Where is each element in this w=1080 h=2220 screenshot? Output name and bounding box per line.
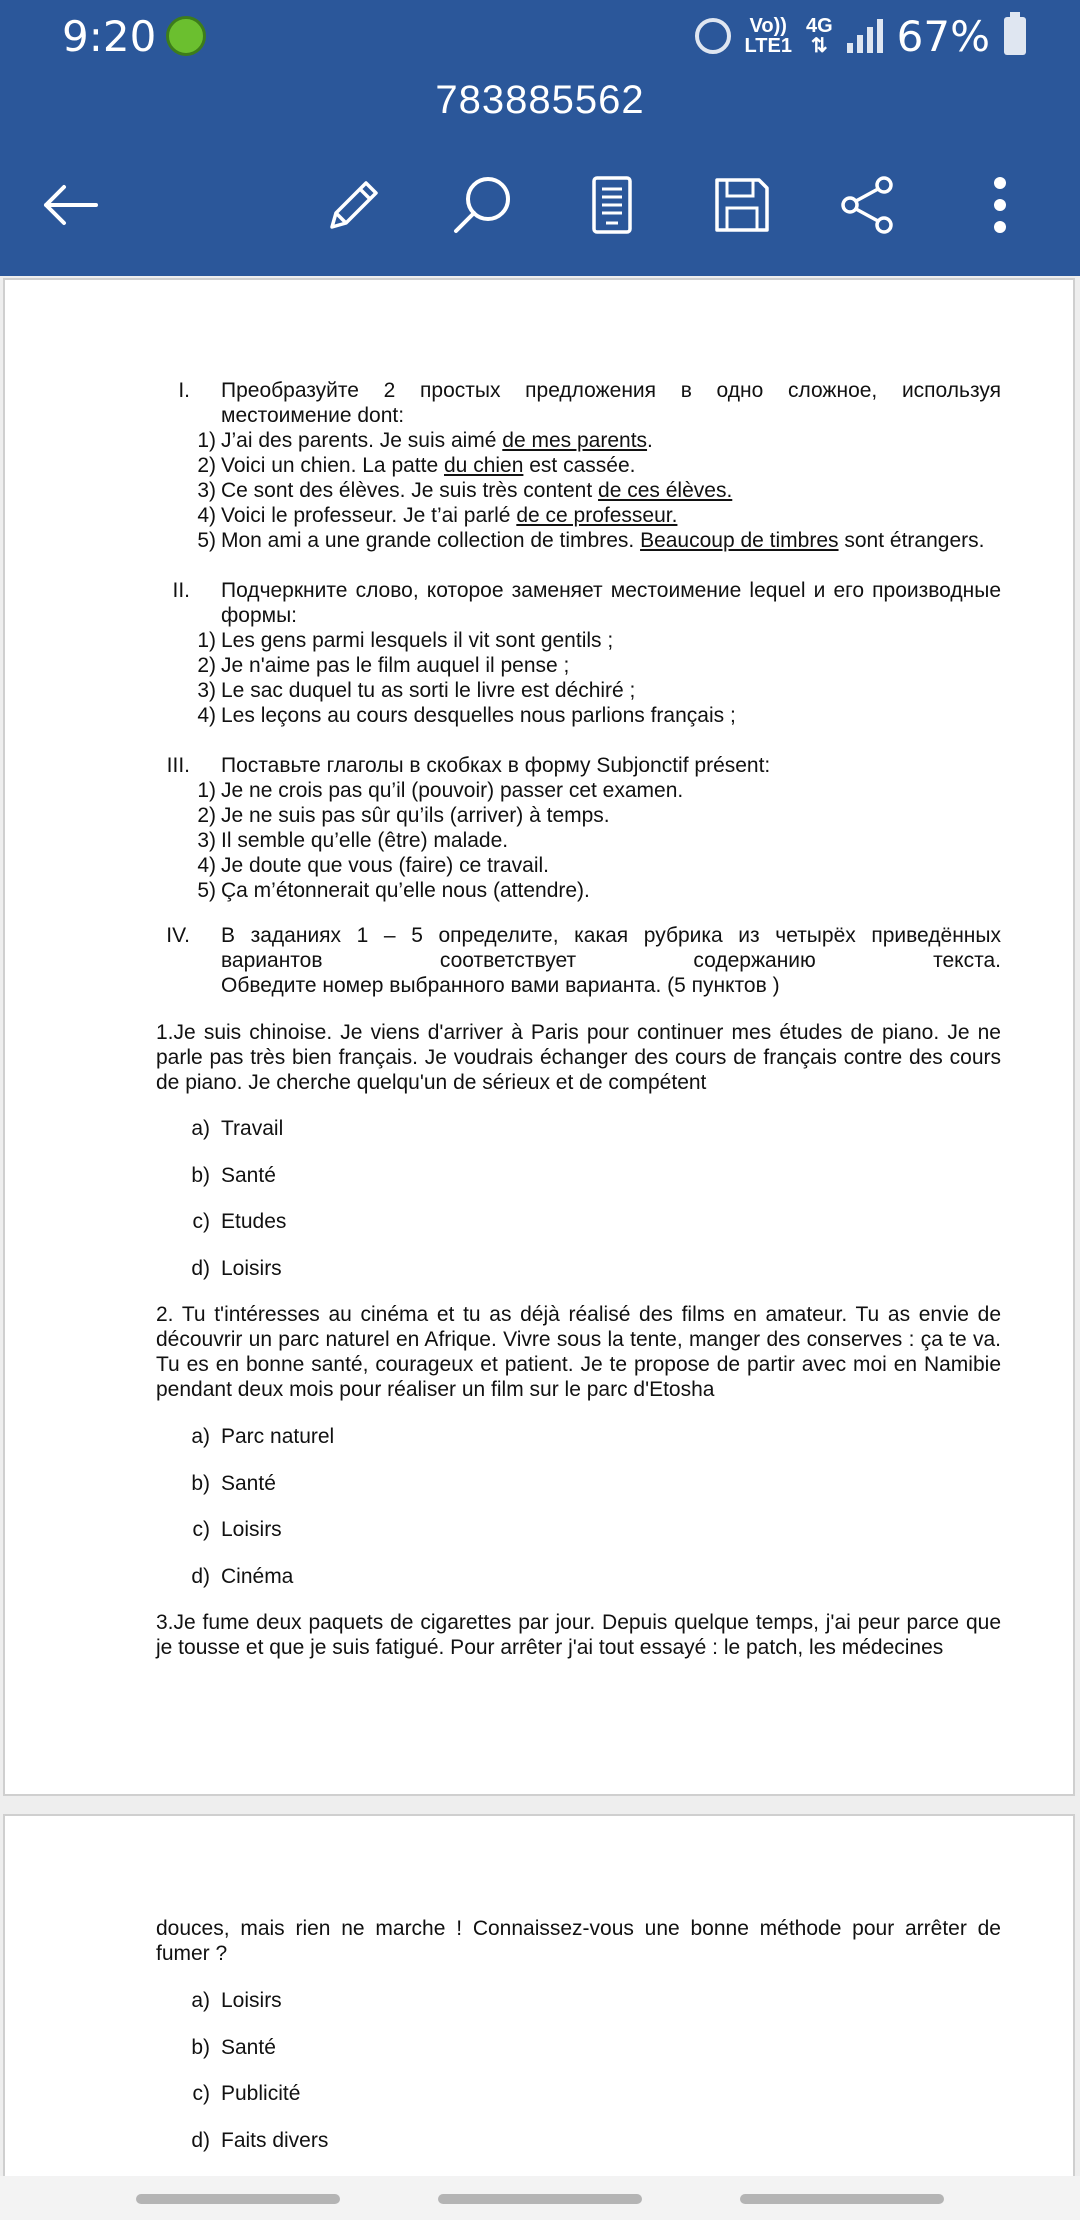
app-header bbox=[0, 0, 1080, 276]
question-text: 1.Je suis chinoise. Je viens d'arriver à Paris pour continuer mes études de piano. Je ne parle pas très bien français. Je voudrais échanger des cours de français contre des cours de piano. Je cherche quelqu'un de sérieux et de compétent bbox=[156, 1021, 1001, 1094]
signal-icon bbox=[847, 19, 883, 53]
item-number: 3) bbox=[197, 829, 216, 852]
option-letter: d) bbox=[191, 1565, 210, 1588]
list-item bbox=[221, 453, 1001, 478]
toolbar bbox=[0, 165, 1080, 245]
list-item: Je ne suis pas sûr qu’ils (arriver) à temps. bbox=[221, 804, 610, 827]
section-numeral: II. bbox=[172, 579, 190, 602]
volte-indicator bbox=[745, 16, 792, 56]
option-text: Publicité bbox=[221, 2082, 301, 2105]
option-letter: d) bbox=[191, 1257, 210, 1280]
item-text-end: . bbox=[647, 429, 653, 452]
status-time: 9:20 bbox=[62, 12, 157, 61]
edit-pencil-icon[interactable] bbox=[314, 165, 394, 245]
battery-percent: 67% bbox=[896, 11, 990, 61]
section-numeral: I. bbox=[178, 379, 190, 402]
item-text: Voici un chien. La patte bbox=[221, 454, 444, 477]
lte-label: LTE1 bbox=[744, 35, 792, 57]
item-text: Mon ami a une grande collection de timbres. bbox=[221, 529, 641, 552]
option-text: Santé bbox=[221, 2036, 276, 2059]
item-number: 4) bbox=[197, 704, 216, 727]
back-arrow-icon[interactable] bbox=[30, 165, 110, 245]
option-text: Santé bbox=[221, 1472, 276, 1495]
option-letter: c) bbox=[192, 1210, 210, 1233]
network-indicator bbox=[806, 16, 833, 56]
list-item: Le sac duquel tu as sorti le livre est déchiré ; bbox=[221, 679, 636, 702]
option-letter: a) bbox=[191, 1425, 210, 1448]
item-number: 1) bbox=[197, 429, 216, 452]
item-number: 3) bbox=[197, 479, 216, 502]
item-text-end: sont étrangers. bbox=[838, 529, 985, 552]
status-indicators bbox=[695, 12, 1026, 60]
section-numeral: III. bbox=[166, 754, 190, 777]
section-instruction-cont: местоимение dont: bbox=[221, 404, 405, 427]
question-text: 3.Je fume deux paquets de cigarettes par jour. Depuis quelque temps, j'ai peur parce que je tousse et que je suis fatigué. Pour arrêter j'ai tout essayé : le patch, les médecines bbox=[156, 1611, 1001, 1659]
item-number: 2) bbox=[197, 454, 216, 477]
question-text: 2. Tu t'intéresses au cinéma et tu as déjà réalisé des films en amateur. Tu as envie de découvrir un parc naturel en Afrique. Vivre sous la tente, manger des conserves : ça te va. Tu es en bonne santé, courageux et patient. Je te propose de partir avec moi en Namibie pendant deux mois pour réaliser un film sur le parc d'Etosha bbox=[156, 1303, 1001, 1401]
item-number: 4) bbox=[197, 854, 216, 877]
option-letter: a) bbox=[191, 1117, 210, 1140]
list-item bbox=[221, 428, 1001, 453]
section-instruction: Преобразуйте 2 простых предложения в одно сложное, используя bbox=[221, 379, 1001, 402]
nav-handle-right[interactable] bbox=[740, 2194, 944, 2204]
list-item: Je n'aime pas le film auquel il pense ; bbox=[221, 654, 570, 677]
item-text: Voici le professeur. Je t’ai parlé bbox=[221, 504, 517, 527]
option-letter: a) bbox=[191, 1989, 210, 2012]
item-number: 3) bbox=[197, 679, 216, 702]
section-instruction: В заданиях 1 – 5 определите, какая рубрика из четырёх приведённых bbox=[221, 924, 1001, 947]
item-number: 1) bbox=[197, 629, 216, 652]
list-item: Il semble qu’elle (être) malade. bbox=[221, 829, 509, 852]
section-instruction-cont: формы: bbox=[221, 604, 298, 627]
option-text: Parc naturel bbox=[221, 1425, 335, 1448]
network-label: 4G bbox=[805, 15, 833, 37]
status-bar bbox=[0, 0, 1080, 72]
item-number: 4) bbox=[197, 504, 216, 527]
app-notification-icon bbox=[166, 16, 206, 56]
option-letter: c) bbox=[192, 1518, 210, 1541]
underlined-text: de mes parents bbox=[502, 429, 648, 452]
section-instruction-cont: вариантов соответствует содержанию текста. bbox=[221, 949, 1001, 972]
option-text: Loisirs bbox=[221, 1518, 282, 1541]
option-letter: b) bbox=[191, 1472, 210, 1495]
list-item: Je doute que vous (faire) ce travail. bbox=[221, 854, 550, 877]
data-arrows-icon: ⇅ bbox=[810, 35, 828, 57]
save-icon[interactable] bbox=[702, 165, 782, 245]
option-letter: d) bbox=[191, 2129, 210, 2152]
item-number: 1) bbox=[197, 779, 216, 802]
volte-label: Vo)) bbox=[749, 15, 787, 37]
item-number: 5) bbox=[197, 529, 216, 552]
option-text: Loisirs bbox=[221, 1257, 282, 1280]
item-text: J’ai des parents. Je suis aimé bbox=[221, 429, 503, 452]
underlined-text: Beaucoup de timbres bbox=[640, 529, 839, 552]
list-item bbox=[221, 478, 1001, 503]
option-letter: c) bbox=[192, 2082, 210, 2105]
item-number: 5) bbox=[197, 879, 216, 902]
bottom-scroll-bar bbox=[0, 2176, 1080, 2220]
list-item bbox=[221, 528, 1001, 553]
more-vertical-icon[interactable] bbox=[960, 165, 1040, 245]
question-text-cont: douces, mais rien ne marche ! Connaissez-vous une bonne méthode pour arrêter de fumer ? bbox=[156, 1917, 1001, 1965]
document-title: 783885562 bbox=[435, 78, 645, 122]
document-page-2 bbox=[3, 1814, 1075, 2220]
option-letter: b) bbox=[191, 1164, 210, 1187]
share-icon[interactable] bbox=[828, 165, 908, 245]
section-instruction: Подчеркните слово, которое заменяет местоимение lequel и его производные bbox=[221, 579, 1001, 602]
nav-handle-left[interactable] bbox=[136, 2194, 340, 2204]
item-number: 2) bbox=[197, 654, 216, 677]
item-number: 2) bbox=[197, 804, 216, 827]
item-text-end: est cassée. bbox=[523, 454, 636, 477]
option-text: Cinéma bbox=[221, 1565, 294, 1588]
alarm-icon bbox=[695, 18, 731, 54]
section-numeral: IV. bbox=[166, 924, 190, 947]
option-text: Loisirs bbox=[221, 1989, 282, 2012]
option-text: Santé bbox=[221, 1164, 276, 1187]
battery-icon bbox=[1004, 17, 1026, 55]
reading-view-icon[interactable] bbox=[572, 165, 652, 245]
nav-handle-center[interactable] bbox=[438, 2194, 642, 2204]
list-item: Ça m’étonnerait qu’elle nous (attendre). bbox=[221, 879, 590, 902]
option-text: Travail bbox=[221, 1117, 284, 1140]
section-instruction-cont: Обведите номер выбранного вами варианта. (5 пунктов ) bbox=[221, 974, 780, 997]
option-text: Etudes bbox=[221, 1210, 287, 1233]
option-text: Faits divers bbox=[221, 2129, 329, 2152]
list-item bbox=[221, 503, 1001, 528]
list-item: Les gens parmi lesquels il vit sont gentils ; bbox=[221, 629, 614, 652]
search-icon[interactable] bbox=[442, 165, 522, 245]
item-text: Ce sont des élèves. Je suis très content bbox=[221, 479, 599, 502]
list-item: Je ne crois pas qu’il (pouvoir) passer cet examen. bbox=[221, 779, 684, 802]
underlined-text: du chien bbox=[444, 454, 524, 477]
option-letter: b) bbox=[191, 2036, 210, 2059]
underlined-text: de ces élèves. bbox=[598, 479, 733, 502]
underlined-text: de ce professeur. bbox=[516, 504, 678, 527]
list-item: Les leçons au cours desquelles nous parlions français ; bbox=[221, 704, 736, 727]
section-instruction: Поставьте глаголы в скобках в форму Subjonctif présent: bbox=[221, 754, 771, 777]
